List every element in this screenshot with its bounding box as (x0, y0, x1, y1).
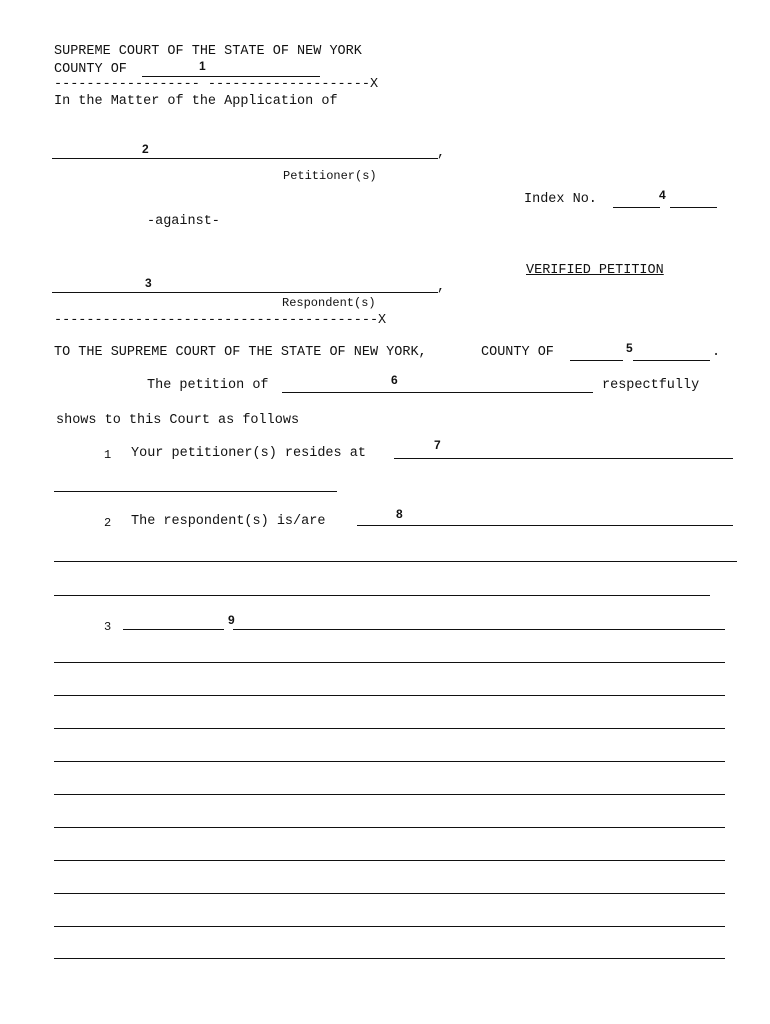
caption-divider-top: ------------------ --------------------X (54, 77, 379, 92)
ruled-line[interactable] (54, 860, 725, 861)
item-1-text: Your petitioner(s) resides at (131, 446, 366, 461)
petitioner-name-field[interactable] (52, 141, 438, 159)
field-marker-8: 8 (396, 507, 403, 521)
ruled-line[interactable] (54, 761, 725, 762)
ruled-line[interactable] (54, 695, 725, 696)
respectfully-label: respectfully (602, 378, 700, 393)
field-marker-7: 7 (434, 438, 441, 452)
ruled-line[interactable] (54, 958, 725, 959)
respondent-comma: , (437, 280, 446, 295)
petitioner-label: Petitioner(s) (283, 169, 377, 183)
matter-line: In the Matter of the Application of (54, 94, 338, 109)
respondent-name-field[interactable] (52, 275, 438, 293)
field-marker-1: 1 (199, 59, 206, 73)
respondent-description-line-2[interactable] (54, 561, 737, 562)
caption-divider-bottom: ----------------------------------------X (54, 313, 387, 328)
shows-line: shows to this Court as follows (56, 413, 300, 428)
petitioner-address-line-2[interactable] (54, 491, 337, 492)
respondent-description-field[interactable] (357, 508, 733, 526)
item-3-number: 3 (104, 620, 112, 634)
petitioner-comma: , (437, 146, 446, 161)
document-type-heading: VERIFIED PETITION (526, 263, 664, 278)
respondent-gap (144, 293, 154, 294)
item-2-number: 2 (104, 516, 112, 530)
field-marker-6: 6 (391, 373, 398, 387)
field-marker-9: 9 (228, 613, 235, 627)
item-3-text-line[interactable] (233, 629, 725, 630)
petitioner-address-field[interactable] (394, 441, 733, 459)
petition-of-label: The petition of (147, 378, 269, 393)
against-label: -against- (147, 214, 220, 229)
body-county-field[interactable] (570, 343, 710, 361)
to-court-line: TO THE SUPREME COURT OF THE STATE OF NEW YORK, (54, 345, 427, 360)
ruled-line[interactable] (54, 728, 725, 729)
ruled-line[interactable] (54, 893, 725, 894)
field-marker-5: 5 (626, 341, 633, 355)
item-3-heading-line[interactable] (123, 629, 224, 630)
county-of-label: COUNTY OF (481, 345, 554, 360)
item-1-number: 1 (104, 448, 112, 462)
field-marker-3: 3 (145, 276, 152, 290)
item-2-text: The respondent(s) is/are (131, 514, 326, 529)
respondent-description-line-3[interactable] (54, 595, 710, 596)
petitioner-gap (144, 159, 154, 160)
ruled-line[interactable] (54, 662, 725, 663)
county-label: COUNTY OF (54, 62, 127, 77)
ruled-line[interactable] (54, 926, 725, 927)
county-field[interactable] (142, 59, 320, 77)
body-county-gap (623, 360, 633, 361)
county-period: . (712, 345, 721, 360)
ruled-line[interactable] (54, 794, 725, 795)
field-marker-4: 4 (659, 188, 666, 202)
court-title: SUPREME COURT OF THE STATE OF NEW YORK (54, 44, 362, 59)
index-gap (660, 207, 670, 208)
index-label: Index No. (524, 192, 597, 207)
field-marker-2: 2 (142, 142, 149, 156)
ruled-line[interactable] (54, 827, 725, 828)
respondent-label: Respondent(s) (282, 296, 376, 310)
petitioner-full-name-field[interactable] (282, 375, 593, 393)
